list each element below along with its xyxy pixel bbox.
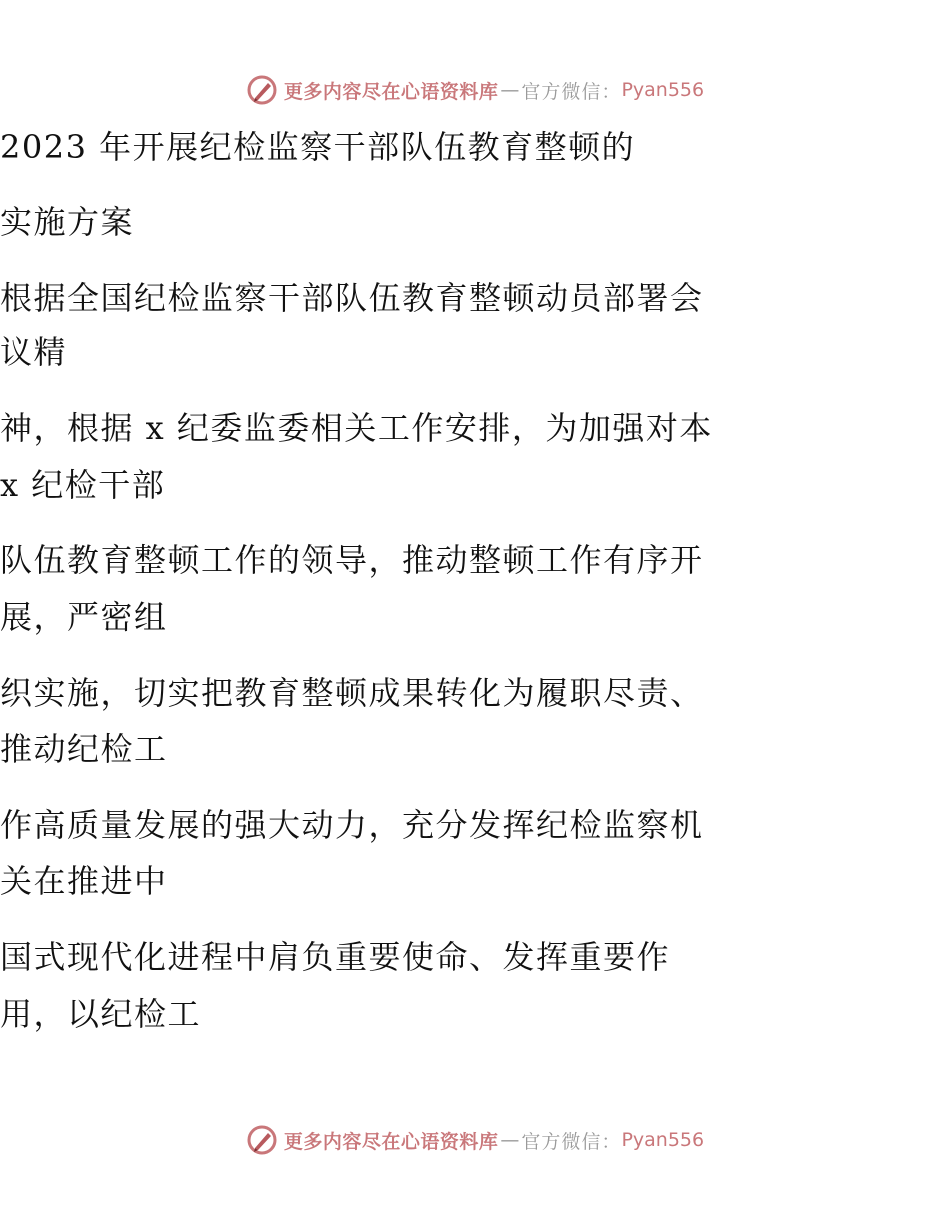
- body-line: 推动纪检工: [0, 730, 168, 768]
- quill-logo-icon: [246, 74, 278, 106]
- watermark-official-label: 官方微信：: [521, 1130, 622, 1153]
- body-line: x 纪检干部: [0, 466, 166, 504]
- body-line: 展，严密组: [0, 598, 168, 636]
- watermark-main-text: 更多内容尽在心语资料库: [283, 1130, 499, 1153]
- body-line: 用，以纪检工: [0, 995, 202, 1033]
- body-line: 队伍教育整顿工作的领导，推动整顿工作有序开: [0, 541, 704, 579]
- watermark-account-id: Pyan556: [621, 1129, 705, 1151]
- body-line: 神，根据 x 纪委监委相关工作安排，为加强对本: [0, 409, 713, 447]
- body-line: 议精: [0, 333, 68, 371]
- body-line: 国式现代化进程中肩负重要使命、发挥重要作: [0, 938, 671, 976]
- body-line: 织实施，切实把教育整顿成果转化为履职尽责、: [0, 674, 704, 712]
- watermark-separator: —: [500, 79, 520, 101]
- doc-title-line-1: 2023 年开展纪检监察干部队伍教育整顿的: [0, 128, 636, 166]
- header-watermark: [0, 70, 950, 110]
- watermark-official-label: 官方微信：: [521, 80, 622, 103]
- body-line: 关在推进中: [0, 862, 168, 900]
- doc-title-line-2: 实施方案: [0, 203, 135, 241]
- watermark-main-text: 更多内容尽在心语资料库: [283, 80, 499, 103]
- body-line: 作高质量发展的强大动力，充分发挥纪检监察机: [0, 806, 704, 844]
- watermark-account-id: Pyan556: [621, 79, 705, 101]
- quill-logo-icon: [246, 1124, 278, 1156]
- watermark-separator: —: [500, 1129, 520, 1151]
- footer-watermark: [0, 1120, 950, 1160]
- body-line: 根据全国纪检监察干部队伍教育整顿动员部署会: [0, 279, 704, 317]
